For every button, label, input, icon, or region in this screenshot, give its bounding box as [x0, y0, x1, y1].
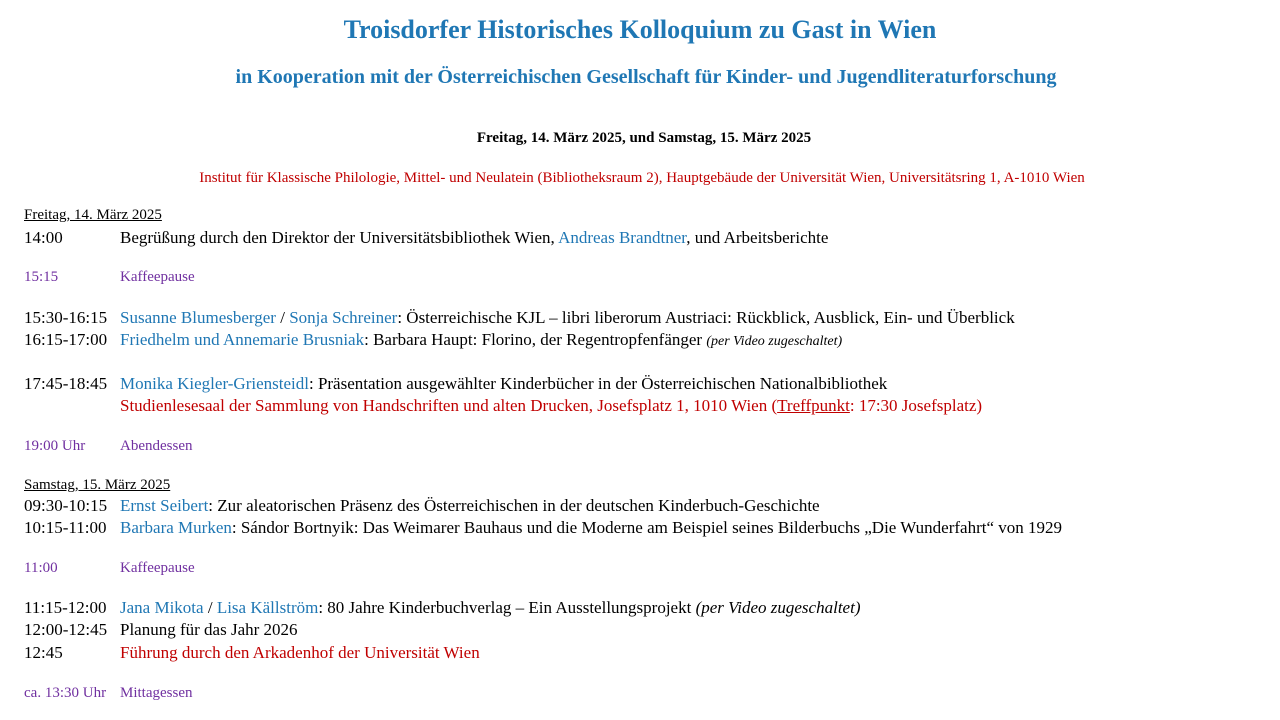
- dinner-row: 19:00 Uhr Abendessen: [24, 438, 193, 454]
- page-subtitle: in Kooperation mit der Österreichischen Gesellschaft für Kinder- und Jugendliteraturforschung: [235, 66, 1057, 88]
- break-row: 11:00 Kaffeepause: [24, 560, 195, 576]
- event-dates: Freitag, 14. März 2025, und Samstag, 15. März 2025: [476, 130, 812, 146]
- location-row: Studienlesesaal der Sammlung von Handschriften und alten Drucken, Josefsplatz 1, 1010 Wien (Treffpunkt: 17:30 Josefsplatz): [120, 396, 983, 415]
- speaker-name: Sonja Schreiner: [289, 308, 398, 327]
- break-row: 15:15 Kaffeepause: [24, 269, 195, 285]
- speaker-name: Monika Kiegler-Griensteidl: [120, 374, 309, 393]
- schedule-row: 12:00-12:45 Planung für das Jahr 2026: [24, 620, 298, 639]
- video-note: (per Video zugeschaltet): [695, 598, 861, 617]
- speaker-name: Barbara Murken: [120, 518, 232, 537]
- schedule-row: 17:45-18:45 Monika Kiegler-Griensteidl: Präsentation ausgewählter Kinderbücher in der Österreichischen Nationalbibliothek: [24, 374, 888, 393]
- schedule-row: 11:15-12:00 Jana Mikota / Lisa Källström: 80 Jahre Kinderbuchverlag – Ein Ausstellungsprojekt (per Video zugeschaltet): [24, 598, 861, 617]
- video-note: (per Video zugeschaltet): [706, 334, 843, 349]
- schedule-row: 15:30-16:15 Susanne Blumesberger / Sonja Schreiner: Österreichische KJL – libri liberorum Austriaci: Rückblick, Ausblick, Ein- und Überblick: [24, 308, 1015, 327]
- treffpunkt-label: Treffpunkt: [777, 396, 850, 415]
- schedule-row: 16:15-17:00 Friedhelm und Annemarie Brusniak: Barbara Haupt: Florino, der Regentropfenfänger (per Video zugeschaltet): [24, 330, 843, 349]
- speaker-name: Lisa Källström: [216, 598, 319, 617]
- speaker-name: Ernst Seibert: [120, 496, 209, 515]
- speaker-name: Jana Mikota: [120, 598, 204, 617]
- row-time: 14:00: [24, 228, 63, 247]
- friday-heading: Freitag, 14. März 2025: [24, 207, 162, 223]
- speaker-name: Friedhelm und Annemarie Brusniak: [120, 330, 365, 349]
- lunch-row: ca. 13:30 Uhr Mittagessen: [24, 685, 193, 701]
- page-title: Troisdorfer Historisches Kolloquium zu Gast in Wien: [343, 15, 937, 44]
- speaker-name: Andreas Brandtner: [558, 228, 687, 247]
- schedule-row: 14:00 Begrüßung durch den Direktor der Universitätsbibliothek Wien, Andreas Brandtner, und Arbeitsberichte: [24, 228, 829, 247]
- schedule-row: 12:45 Führung durch den Arkadenhof der Universität Wien: [24, 643, 480, 662]
- event-venue: Institut für Klassische Philologie, Mittel- und Neulatein (Bibliotheksraum 2), Hauptgebäude der Universität Wien, Universitätsring 1, A-1010 Wien: [199, 170, 1085, 186]
- schedule-row: 10:15-11:00 Barbara Murken: Sándor Bortnyik: Das Weimarer Bauhaus und die Moderne am Beispiel seines Bilderbuchs „Die Wunderfahrt“ von 1929: [24, 518, 1063, 537]
- speaker-name: Susanne Blumesberger: [120, 308, 276, 327]
- schedule-row: 09:30-10:15 Ernst Seibert: Zur aleatorischen Präsenz des Österreichischen in der deutschen Kinderbuch-Geschichte: [24, 496, 820, 515]
- saturday-heading: Samstag, 15. März 2025: [24, 477, 171, 493]
